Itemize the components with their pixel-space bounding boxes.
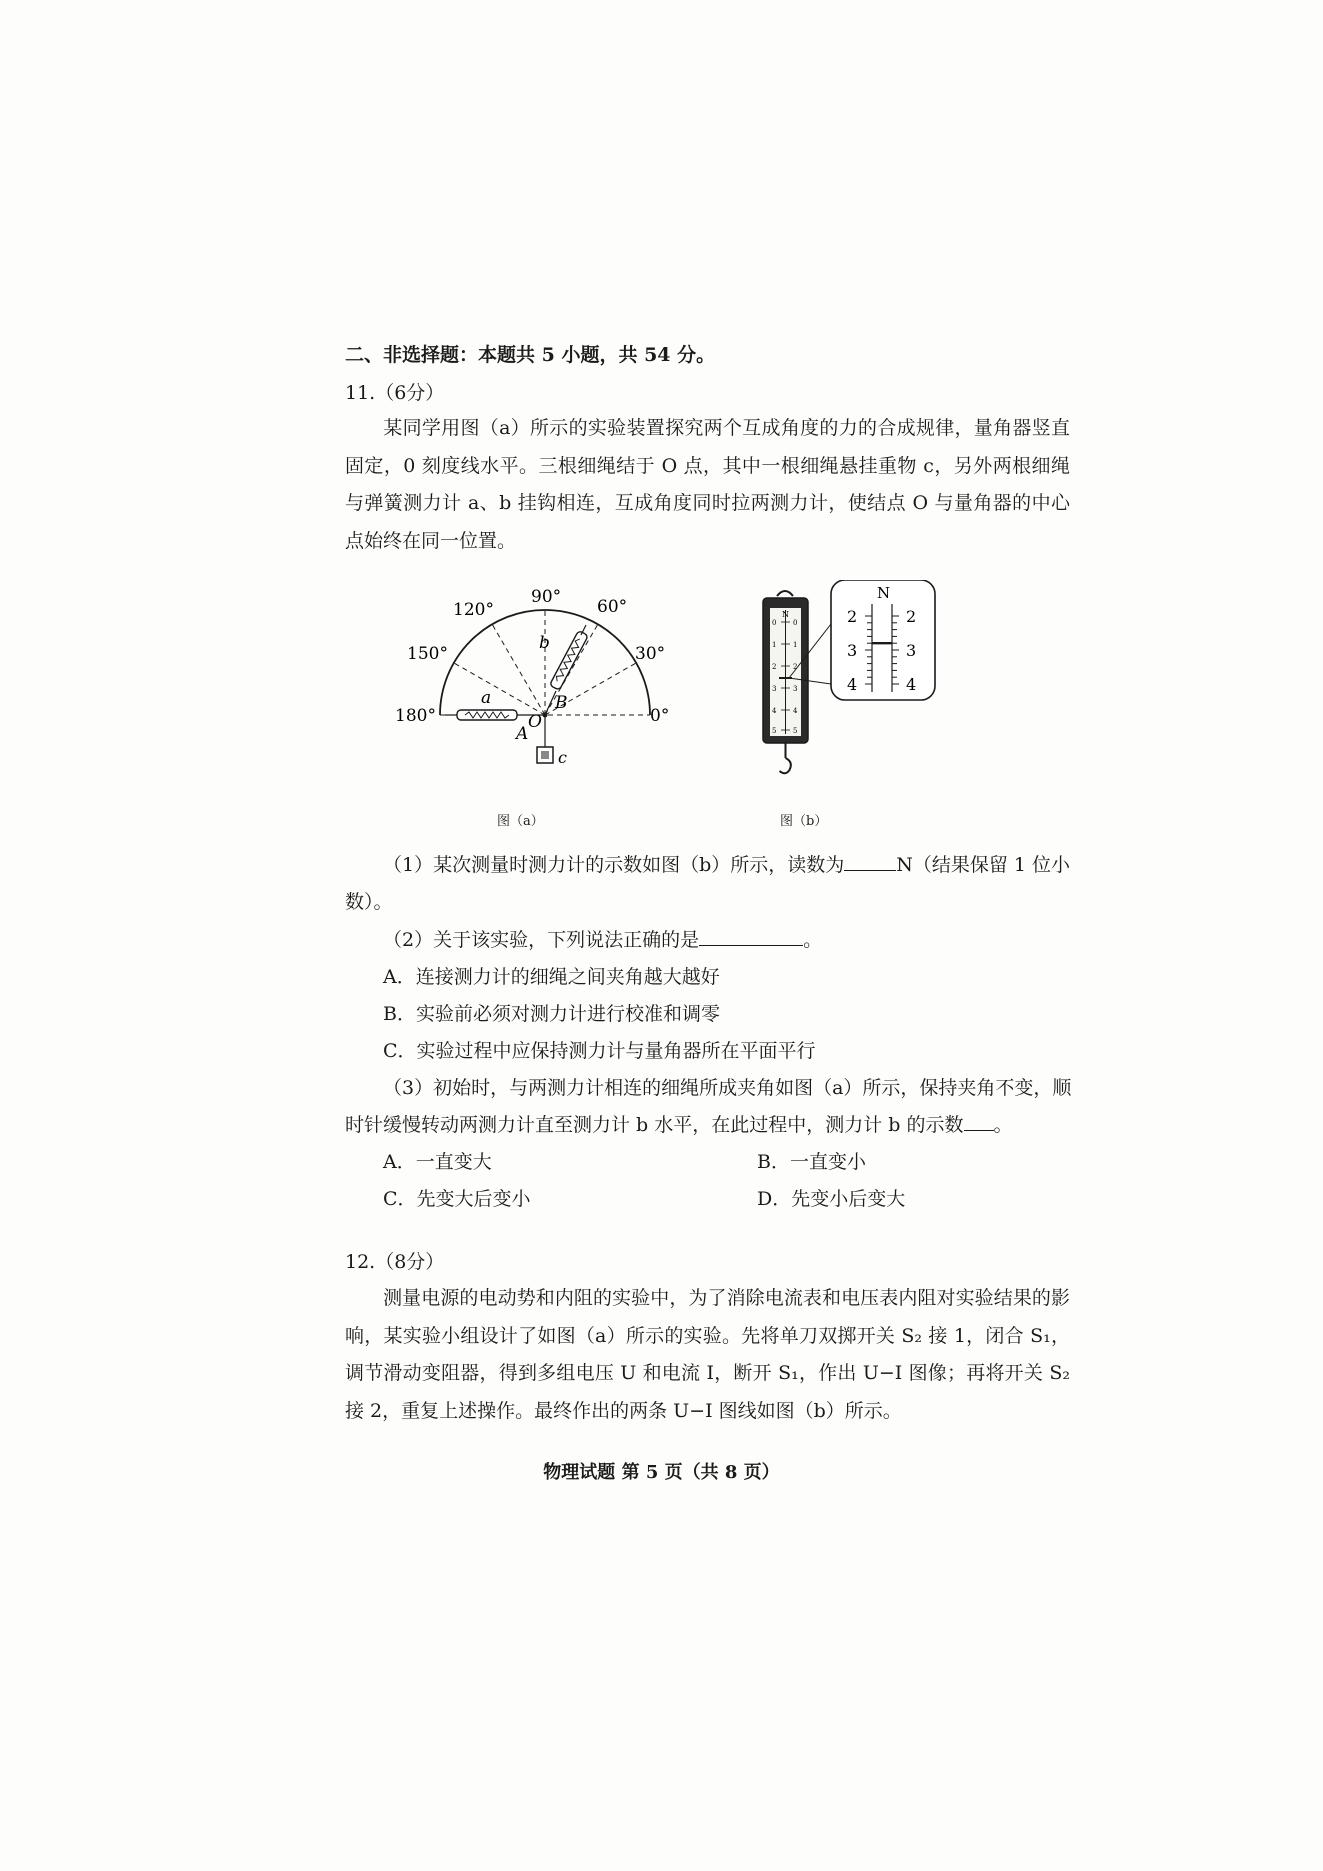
figure-b-caption: 图（b） [780,814,828,829]
protractor-semicircle [440,610,650,715]
scale-4-left: 4 [772,707,777,715]
angle-label-180: 180° [395,706,436,726]
zoom-scale-3-right: 3 [906,641,917,660]
scale-1-left: 1 [772,641,777,649]
q11-part3-line1: （3）初始时，与两测力计相连的细绳所成夹角如图（a）所示，保持夹角不变，顺 [383,1077,1072,1099]
q11-part2 [383,925,822,952]
angle-label-60: 60° [597,597,628,617]
q11-part2-text: （2）关于该实验，下列说法正确的是 [383,929,700,951]
balance-hook [780,758,791,773]
q11-part2-option-a: A．连接测力计的细绳之间夹角越大越好 [383,966,720,988]
angle-label-90: 90° [531,587,562,607]
section-title: 二、非选择题：本题共 5 小题，共 54 分。 [345,344,716,366]
answer-blank-3[interactable] [964,1112,994,1131]
radial-120 [492,624,545,715]
angle-label-120: 120° [453,600,494,620]
label-O: O [528,712,542,732]
q11-part3-line2 [345,1110,1013,1137]
radial-60 [545,624,598,715]
zoom-scale-4-right: 4 [906,675,917,694]
label-b: b [539,633,550,653]
q11-part3-option-c: C．先变大后变小 [383,1188,531,1210]
page-footer: 物理试题 第 5 页（共 8 页） [543,1462,780,1483]
scale-3-left: 3 [772,685,777,693]
question-12-intro [345,1280,1070,1430]
angle-label-150: 150° [407,644,448,664]
scale-5-left: 5 [772,727,777,735]
q11-part3-text: 时针缓慢转动两测力计直至测力计 b 水平，在此过程中，测力计 b 的示数 [345,1114,964,1136]
answer-blank-2[interactable] [699,927,803,946]
scale-2-right: 2 [793,663,798,671]
balance-unit: N [782,610,789,619]
q11-part3-option-b: B．一直变小 [757,1151,866,1173]
q11-part2-end: 。 [803,929,823,951]
zoom-scale-2-left: 2 [847,607,858,626]
question-12-number: 12.（8分） [345,1251,445,1273]
scale-0-left: 0 [772,619,777,627]
label-a: a [481,688,492,708]
question-11-number: 11.（6分） [345,382,445,404]
q11-part1 [383,850,1070,877]
scale-2-left: 2 [772,663,777,671]
zoom-scale-2-right: 2 [906,607,917,626]
q11-part1-unit: N（结果保留 1 位小 [896,854,1071,876]
label-B: B [555,693,568,713]
scale-3-right: 3 [793,685,798,693]
angle-label-30: 30° [635,644,666,664]
q11-part3-option-d: D．先变小后变大 [757,1188,906,1210]
scale-5-right: 5 [793,727,798,735]
q11-part1-text: （1）某次测量时测力计的示数如图（b）所示，读数为 [383,854,845,876]
scale-0-right: 0 [793,619,798,627]
question-11-intro [345,410,1070,560]
angle-label-0: 0° [650,706,670,726]
label-c: c [558,748,567,767]
scale-1-right: 1 [793,641,798,649]
question-11-intro-text: 某同学用图（a）所示的实验装置探究两个互成角度的力的合成规律，量角器竖直固定，0 刻度线水平。三根细绳结于 O 点，其中一根细绳悬挂重物 c，另外两根细绳与弹簧测力计 a、b 挂钩相连，互成角度同时拉两测力计，使结点 O 与量角器的中心点始终在同一位置。 [345,417,1070,552]
zoom-scale-3-left: 3 [847,641,858,660]
figure-a-protractor [385,575,685,775]
label-A: A [516,724,529,744]
q11-part3-end: 。 [993,1114,1013,1136]
q11-part3-option-a: A．一直变大 [383,1151,492,1173]
zoom-unit: N [877,584,891,602]
answer-blank-1[interactable] [844,852,896,871]
radial-150 [454,663,545,715]
q11-part1-continued: 数）。 [345,891,393,913]
question-12-intro-text: 测量电源的电动势和内阻的实验中，为了消除电流表和电压表内阻对实验结果的影响，某实验小组设计了如图（a）所示的实验。先将单刀双掷开关 S₂ 接 1，闭合 S₁，调节滑动变阻器，得到多组电压 U 和电流 I，断开 S₁，作出 U−I 图像；再将开关 S₂ 接 2，重复上述操作。最终作出的两条 U−I 图线如图（b）所示。 [345,1287,1070,1422]
q11-part2-option-c: C．实验过程中应保持测力计与量角器所在平面平行 [383,1040,816,1062]
scale-4-right: 4 [793,707,798,715]
figure-a-caption: 图（a） [497,814,544,829]
zoom-scale-4-left: 4 [847,675,858,694]
figure-b-spring-balance [755,580,945,785]
q11-part2-option-b: B．实验前必须对测力计进行校准和调零 [383,1003,720,1025]
